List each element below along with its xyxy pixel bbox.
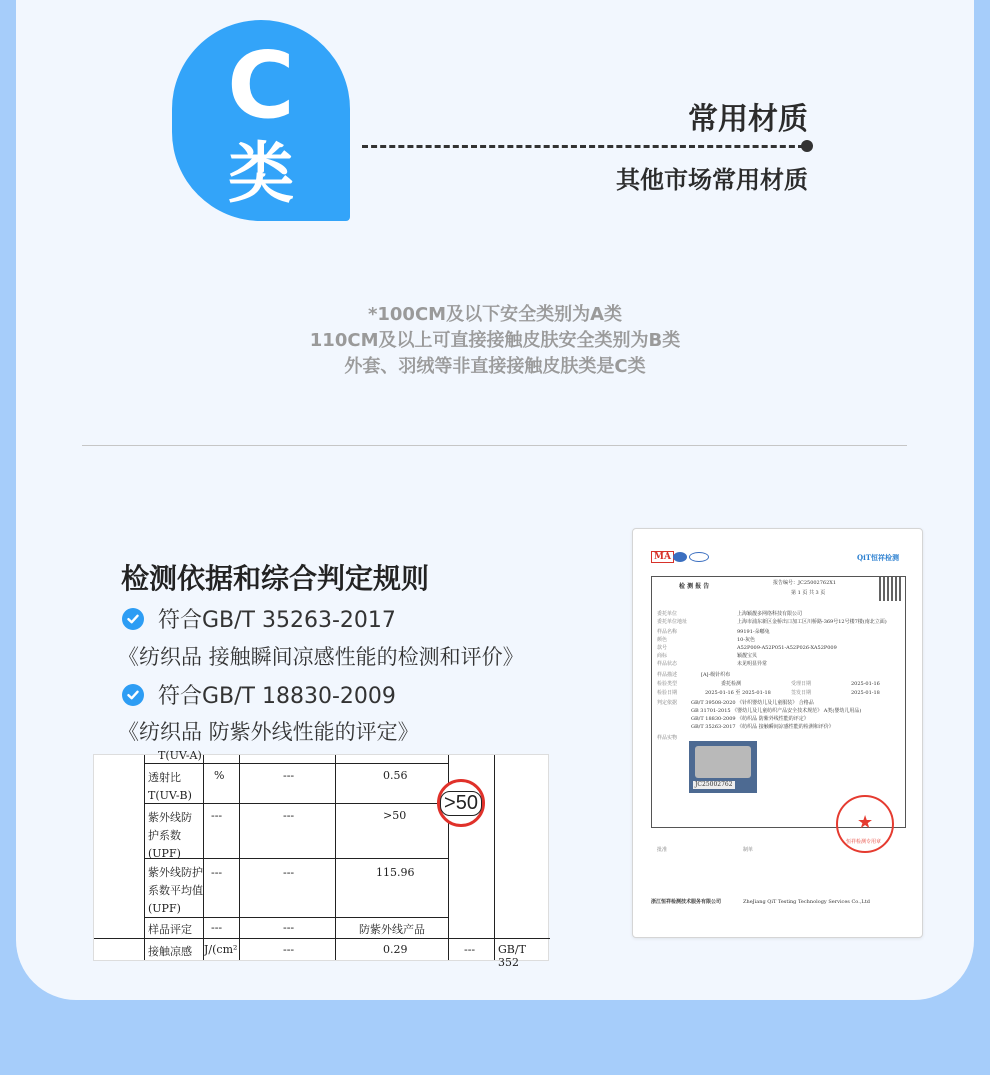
table-cell: --- bbox=[211, 809, 223, 822]
table-cell: 防紫外线产品 bbox=[359, 923, 425, 936]
table-cell: 0.29 bbox=[383, 943, 408, 956]
table-cell: J/(cm² bbox=[204, 943, 238, 956]
highlight-circle bbox=[437, 779, 485, 827]
table-cell: 透射比T(UV-B) bbox=[148, 771, 192, 802]
category-badge bbox=[172, 20, 350, 221]
table-cell: 0.56 bbox=[383, 769, 408, 782]
report-title: 检 测 报 告 bbox=[679, 583, 710, 590]
note-line: 110CM及以上可直接接触皮肤安全类别为B类 bbox=[309, 330, 681, 351]
table-cell: 紫外线防护系数平均值(UPF) bbox=[148, 866, 203, 915]
page-title: 常用材质 bbox=[688, 102, 808, 137]
report-footer-cn: 浙江恒祥检测技术服务有限公司 bbox=[651, 899, 722, 905]
test-report-thumbnail: MA QiT恒祥检测 检 测 报 告 报告编号：JC25002762X1 第 1 页 共 3 页 委托单位 上海颖靓多网络科技有限公司 委托单位地址 上海市浦东新区金桥出口加工区川桥路-369号12号楼7楼(南北立面) 样品名称 99191-朵嘟兔 颜色 10-灰色 款号 A52P009-A52P051-A52P026-XA52P009 商标 颖靓宝贝 样品状态 未见明显异常 样品描述 [A]-级针织布 检验类型 委托检测 受理日期 2025-01-16 检验日期 2025-01-16 至 2025-01-18 签发日期 2025-01-18 判定依据 GB/T 39508-2020 《针织婴幼儿及儿童服装》 合格品 GB 31701-2015 《婴幼儿及儿童纺织产品安全技术规范》 A类(婴幼儿用品) GB/T 18830-2009 《纺织品 防紫外线性能的评定》 GB/T 35263-2017 《纺织品 接触瞬间凉感性能的检测和评价》 样品实物 JC25002762 ★ 恒祥检测专用章 批准 制单 浙江恒祥检测技术服务有限公司 ZheJiang QiT Testing Technology Services Co.,Ltd bbox=[632, 528, 923, 938]
official-stamp: ★ 恒祥检测专用章 bbox=[836, 795, 894, 853]
qr-code-icon bbox=[879, 577, 903, 601]
section-title: 检测依据和综合判定规则 bbox=[121, 562, 430, 595]
cnas-logo bbox=[689, 552, 709, 562]
report-page: 第 1 页 共 3 页 bbox=[791, 590, 826, 596]
standard-description: 《纺织品 防紫外线性能的评定》 bbox=[118, 720, 419, 744]
table-cell: 接触凉感 bbox=[148, 945, 192, 958]
standard-code: 符合GB/T 35263-2017 bbox=[158, 608, 396, 633]
sample-photo bbox=[689, 741, 757, 793]
standard-item bbox=[122, 679, 396, 710]
report-issue-date: 2025-01-18 bbox=[851, 690, 880, 696]
table-cell: --- bbox=[211, 921, 223, 934]
table-cell: % bbox=[214, 769, 225, 782]
table-cell: 样品评定 bbox=[148, 923, 192, 936]
table-cell: --- bbox=[283, 943, 295, 956]
table-cell: T(UV-A) bbox=[158, 749, 202, 762]
table-cell: --- bbox=[283, 866, 295, 879]
report-footer-en: ZheJiang QiT Testing Technology Services Co.,Ltd bbox=[743, 899, 870, 905]
report-model: A52P009-A52P051-A52P026-XA52P009 bbox=[737, 645, 837, 651]
standard-code: 符合GB/T 18830-2009 bbox=[158, 684, 396, 709]
table-cell: --- bbox=[464, 943, 476, 956]
page-subtitle: 其他市场常用材质 bbox=[616, 166, 808, 194]
report-brand-field: 颖靓宝贝 bbox=[737, 653, 758, 659]
badge-letter: C bbox=[227, 32, 295, 139]
report-client: 上海颖靓多网络科技有限公司 bbox=[737, 611, 803, 617]
table-cell: --- bbox=[211, 866, 223, 879]
standard-description: 《纺织品 接触瞬间凉感性能的检测和评价》 bbox=[118, 645, 524, 669]
report-basis: GB 31701-2015 《婴幼儿及儿童纺织产品安全技术规范》 A类(婴幼儿用品) bbox=[691, 708, 862, 714]
table-cell: --- bbox=[283, 769, 295, 782]
sample-label: JC25002762 bbox=[695, 781, 733, 788]
check-icon bbox=[122, 684, 144, 706]
check-icon bbox=[122, 608, 144, 630]
report-brand: QiT恒祥检测 bbox=[857, 553, 899, 562]
standard-item bbox=[122, 603, 396, 634]
report-basis: GB/T 35263-2017 《纺织品 接触瞬间凉感性能的检测和评价》 bbox=[691, 724, 834, 730]
table-cell: GB/T 352 bbox=[498, 943, 526, 969]
table-cell: >50 bbox=[383, 809, 407, 822]
report-basis: GB/T 39508-2020 《针织婴幼儿及儿童服装》 合格品 bbox=[691, 700, 814, 706]
note-line: *100CM及以下安全类别为A类 bbox=[367, 304, 623, 325]
report-basis: GB/T 18830-2009 《纺织品 防紫外线性能的评定》 bbox=[691, 716, 809, 722]
report-grade: [A]-级针织布 bbox=[701, 672, 731, 678]
badge-label: 类 bbox=[228, 135, 294, 212]
safety-notes bbox=[0, 302, 990, 380]
note-line: 外套、羽绒等非直接接触皮肤类是C类 bbox=[344, 356, 646, 377]
report-number: 报告编号：JC25002762X1 bbox=[773, 580, 837, 586]
report-sample-name: 99191-朵嘟兔 bbox=[737, 629, 770, 635]
highlighted-value: >50 bbox=[440, 791, 482, 816]
report-test-date: 2025-01-16 至 2025-01-18 bbox=[705, 690, 771, 696]
report-status: 未见明显异常 bbox=[737, 661, 768, 667]
table-cell: --- bbox=[283, 921, 295, 934]
report-address: 上海市浦东新区金桥出口加工区川桥路-369号12号楼7楼(南北立面) bbox=[737, 619, 887, 625]
table-cell: 紫外线防护系数(UPF) bbox=[148, 811, 192, 860]
divider-dot bbox=[801, 140, 813, 152]
stamp-text: 恒祥检测专用章 bbox=[846, 839, 882, 845]
report-color: 10-灰色 bbox=[737, 637, 756, 643]
ilac-logo bbox=[673, 552, 687, 562]
report-receive-date: 2025-01-16 bbox=[851, 681, 880, 687]
dashed-divider bbox=[362, 145, 804, 148]
table-cell: 115.96 bbox=[376, 866, 415, 879]
horizontal-divider bbox=[82, 445, 907, 446]
cma-logo: MA bbox=[651, 551, 674, 563]
test-result-table-crop bbox=[93, 749, 549, 969]
table-cell: --- bbox=[283, 809, 295, 822]
report-test-type: 委托检测 bbox=[721, 681, 742, 687]
